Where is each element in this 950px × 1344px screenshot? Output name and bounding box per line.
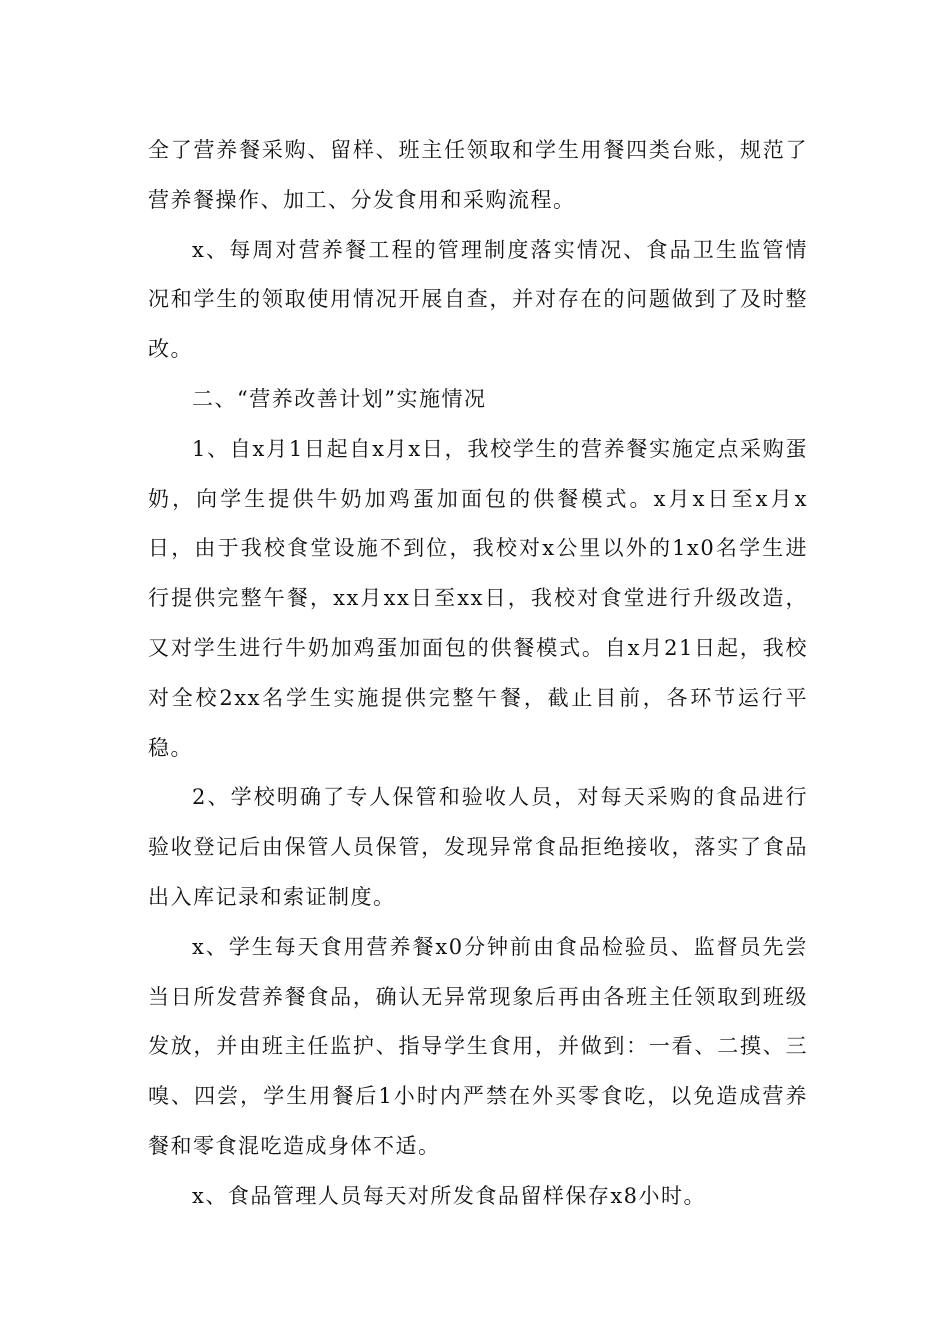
paragraph-sample-retention: x、食品管理人员每天对所发食品留样保存x8小时。 [192, 1183, 707, 1208]
paragraph-custody-inspection: 2、学校明确了专人保管和验收人员，对每天采购的食品进行验收登记后由保管人员保管，发现异常食品拒绝接收，落实了食品出入库记录和索证制度。 [148, 785, 808, 909]
paragraph-tasting-distribution: x、学生每天食用营养餐x0分钟前由食品检验员、监督员先尝当日所发营养餐食品，确认无异常现象后再由各班主任领取到班级发放，并由班主任监护、指导学生食用，并做到：一看、二摸、三嗅、四尝，学生用餐后1小时内严禁在外买零食吃，以免造成营养餐和零食混吃造成身体不适。 [148, 934, 808, 1158]
paragraph-meal-supply-mode: 1、自x月1日起自x月x日，我校学生的营养餐实施定点采购蛋奶，向学生提供牛奶加鸡蛋加面包的供餐模式。x月x日至x月x日，由于我校食堂设施不到位，我校对x公里以外的1x0名学生进行提供完整午餐，xx月xx日至xx日，我校对食堂进行升级改造，又对学生进行牛奶加鸡蛋加面包的供餐模式。自x月21日起，我校对全校2xx名学生实施提供完整午餐，截止目前，各环节运行平稳。 [148, 436, 808, 760]
document-body [148, 126, 808, 1222]
paragraph-ledger-standardization: 全了营养餐采购、留样、班主任领取和学生用餐四类台账，规范了营养餐操作、加工、分发食用和采购流程。 [148, 138, 808, 212]
section-heading-implementation: 二、“营养改善计划”实施情况 [192, 386, 487, 411]
paragraph-weekly-self-check: x、每周对营养餐工程的管理制度落实情况、食品卫生监管情况和学生的领取使用情况开展自查，并对存在的问题做到了及时整改。 [148, 237, 808, 362]
